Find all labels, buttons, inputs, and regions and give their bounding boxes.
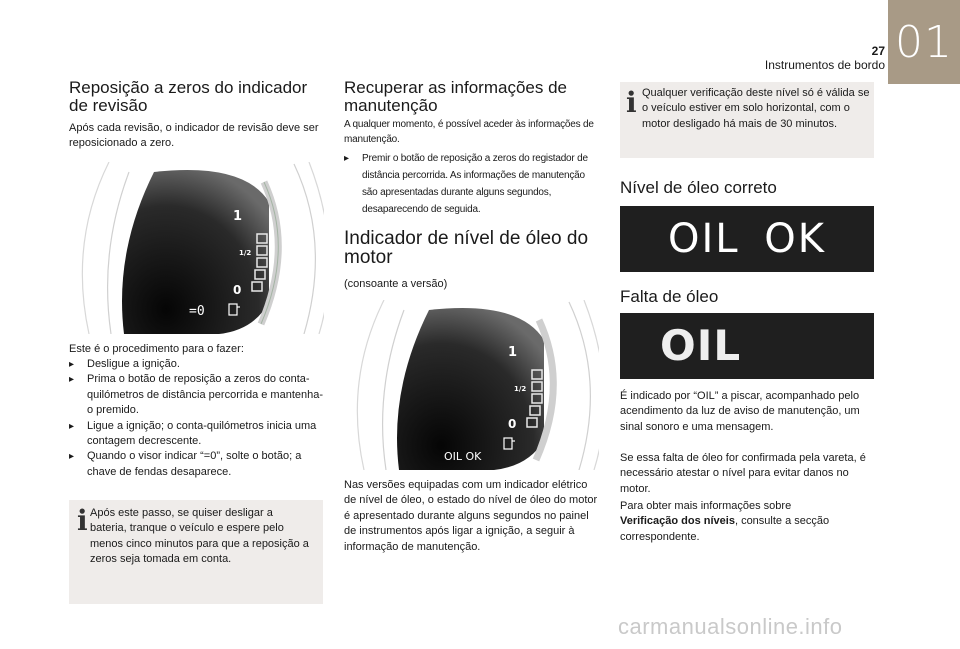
bullet-arrow-icon: ▸ <box>69 359 75 370</box>
heading-oil-level-indicator: Indicador de nível de óleo do motor <box>344 228 589 268</box>
bullet-arrow-icon: ▸ <box>69 374 75 386</box>
service-gauge-svg <box>69 162 324 334</box>
levels-check-link: Verificação dos níveis <box>620 515 735 528</box>
version-note: (consoante a versão) <box>344 278 448 290</box>
heading-oil-level-correct: Nível de óleo correto <box>620 178 777 197</box>
info-icon: i <box>77 504 88 537</box>
info-box-battery-text: Após este passo, se quiser desligar a bateria, tranque o veículo e espere pelo menos cinco minutos para que a reposição a zeros seja tomada em conta. <box>90 507 309 566</box>
oil-gauge-mark-full: 1 <box>508 345 518 360</box>
col2-intro: A qualquer momento, é possível aceder às informações de manutenção. <box>344 119 594 145</box>
gauge-mark-empty: 0 <box>233 283 242 297</box>
recover-step: ▸ Premir o botão de reposição a zeros do registador de distância percorrida. As informações de manutenção são apresentadas durante alguns segundos, desaparecendo de seguida. <box>344 150 602 218</box>
oil-indicator-text: Nas versões equipadas com um indicador elétrico de nível de óleo, o estado do nível de óleo do motor é apresentado durante alguns segundos no painel de instrumentos após ligar a ignição, a seguir à informação de manutenção. <box>344 479 598 553</box>
gauge-mark-half: 1/2 <box>239 249 252 257</box>
recover-steps <box>344 150 602 218</box>
oil-display: OIL <box>660 321 742 370</box>
info-box-battery <box>69 500 323 604</box>
oil-gauge-mark-empty: 0 <box>508 417 517 431</box>
oil-display-panel <box>620 313 874 379</box>
oil-missing-text-3: Para obter mais informações sobre Verificação dos níveis, consulte a secção correspondente. <box>620 500 830 543</box>
gauge-display: =0 <box>189 304 205 319</box>
oil-gauge-mark-half: 1/2 <box>514 385 527 393</box>
oil-missing-text-1: É indicado por “OIL” a piscar, acompanhado pelo acendimento da luz de aviso de manutenção, um sinal sonoro e uma mensagem. <box>620 390 860 433</box>
service-gauge-illustration <box>69 162 324 334</box>
section-title: Instrumentos de bordo <box>764 58 885 72</box>
heading-recover-maintenance: Recuperar as informações de manutenção <box>344 78 568 115</box>
page-number: 27 <box>871 44 885 58</box>
heading-oil-missing: Falta de óleo <box>620 287 719 306</box>
procedure-intro: Este é o procedimento para o fazer: <box>69 343 244 355</box>
oil-ok-display: OIL OK <box>668 216 826 262</box>
info-box-level-check-text: Qualquer verificação deste nível só é válida se o veículo estiver em solo horizontal, com o motor desligado há mais de 30 minutos. <box>642 87 870 130</box>
heading-reset-service: Reposição a zeros do indicador de revisão <box>69 78 308 115</box>
procedure-step: ▸ Desligue a ignição. <box>69 357 325 372</box>
oil-gauge-illustration <box>344 300 599 470</box>
bullet-arrow-icon: ▸ <box>69 451 75 463</box>
oil-missing-text-2: Se essa falta de óleo for confirmada pela vareta, é necessário atestar o nível para evitar danos no motor. <box>620 452 866 495</box>
oil-gauge-display: OIL OK <box>444 450 482 463</box>
info-icon: i <box>626 86 637 119</box>
procedure-step: ▸ Prima o botão de reposição a zeros do conta-quilómetros de distância percorrida e mantenha-o premido. <box>69 373 324 417</box>
gauge-mark-full: 1 <box>233 209 243 224</box>
col1-intro: Após cada revisão, o indicador de revisão deve ser reposicionado a zero. <box>69 122 319 150</box>
procedure-steps <box>69 357 325 480</box>
procedure-step: ▸ Quando o visor indicar “=0”, solte o botão; a chave de fendas desaparece. <box>69 450 302 478</box>
oil-gauge-svg <box>344 300 599 470</box>
bullet-arrow-icon: ▸ <box>344 153 349 164</box>
procedure-step: ▸ Ligue a ignição; o conta-quilómetros inicia uma contagem decrescente. <box>69 419 317 448</box>
watermark: carmanualsonline.info <box>618 614 843 639</box>
bullet-arrow-icon: ▸ <box>69 420 75 432</box>
info-box-level-check <box>620 82 874 158</box>
chapter-tab: 01 <box>888 0 960 84</box>
oil-ok-display-panel <box>620 206 874 272</box>
